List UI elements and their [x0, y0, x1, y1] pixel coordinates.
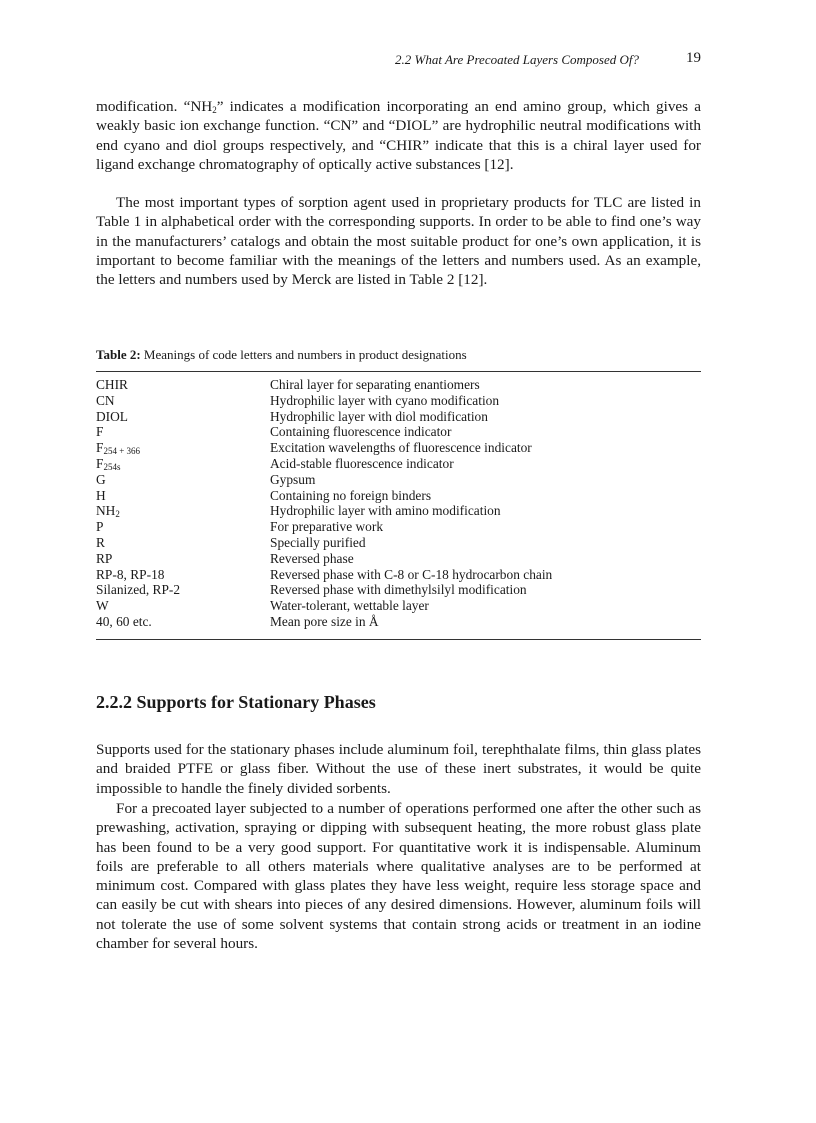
meaning-cell: Excitation wavelengths of fluorescence indicator [270, 440, 532, 456]
table-row [96, 503, 701, 519]
code-cell [96, 503, 270, 519]
meaning-cell: Acid-stable fluorescence indicator [270, 455, 454, 471]
meaning-cell: Reversed phase [270, 550, 354, 566]
table-caption-text: Meanings of code letters and numbers in product designations [143, 347, 467, 362]
paragraph-sorption-agents: The most important types of sorption agent used in proprietary products for TLC are listed in Table 1 in alphabetical order with the corresponding supports. In order to be able to find one’s way in the manufacturers’ catalogs and obtain the most suitable product for one’s own application, it is important to become familiar with the meanings of the letters and numbers used. As an example, the letters and numbers used by Merck are listed in Table 2 [12]. [96, 194, 701, 289]
paragraph-text: ” indicates a modification incorporating an end amino group, which gives a weakly basic ion exchange function. “CN” and “DIOL” are hydrophilic neutral modifications with end cyano and diol groups respectively, and “CHIR” indicate that this is a chiral layer used for ligand exchange chromatography of optically active substances [12]. [96, 98, 701, 173]
code-cell [96, 535, 270, 551]
table-bottom-rule [96, 639, 701, 640]
code-text: H [96, 487, 106, 503]
table-row [96, 488, 701, 504]
paragraph-text: modification. “NH [96, 98, 213, 115]
code-text: R [96, 534, 105, 550]
table-row [96, 424, 701, 440]
code-text: F [96, 455, 104, 471]
table-row [96, 567, 701, 583]
code-cell [96, 456, 270, 472]
meaning-cell: Reversed phase with dimethylsilyl modification [270, 582, 527, 598]
code-text: RP [96, 550, 113, 566]
table-row [96, 551, 701, 567]
code-cell [96, 424, 270, 440]
meaning-cell: Hydrophilic layer with cyano modification [270, 392, 500, 408]
code-text: Silanized, RP-2 [96, 582, 181, 598]
paragraph-modifications [96, 97, 701, 174]
code-text: P [96, 519, 104, 535]
code-text: CN [96, 392, 115, 408]
code-subscript: 2 [115, 509, 120, 520]
meaning-cell: Reversed phase with C-8 or C-18 hydrocarbon chain [270, 566, 553, 582]
meaning-cell: For preparative work [270, 519, 384, 535]
code-cell [96, 472, 270, 488]
code-cell [96, 551, 270, 567]
meaning-cell: Chiral layer for separating enantiomers [270, 377, 480, 392]
code-cell [96, 614, 270, 630]
table-row [96, 598, 701, 614]
table-row [96, 535, 701, 551]
page-number: 19 [686, 50, 701, 66]
code-text: DIOL [96, 408, 128, 424]
code-text: G [96, 471, 106, 487]
code-text: CHIR [96, 377, 128, 392]
code-cell [96, 377, 270, 393]
code-cell [96, 409, 270, 425]
meaning-cell: Containing no foreign binders [270, 487, 432, 503]
code-letters-table [96, 377, 701, 630]
code-cell [96, 440, 270, 456]
table-row [96, 582, 701, 598]
table-row [96, 377, 701, 393]
code-cell [96, 598, 270, 614]
meaning-cell: Specially purified [270, 534, 366, 550]
section-heading: 2.2.2 Supports for Stationary Phases [96, 692, 376, 712]
code-text: 40, 60 etc. [96, 613, 152, 629]
meaning-cell: Hydrophilic layer with diol modification [270, 408, 488, 424]
table-caption-label: Table 2: [96, 347, 141, 362]
table-row [96, 614, 701, 630]
running-head-title: 2.2 What Are Precoated Layers Composed Of? [395, 52, 639, 67]
code-cell [96, 567, 270, 583]
code-text: NH [96, 503, 116, 519]
meaning-cell: Containing fluorescence indicator [270, 424, 452, 440]
table-row [96, 456, 701, 472]
subscript: 2 [212, 105, 217, 115]
paragraph-supports: Supports used for the stationary phases include aluminum foil, terephthalate films, thin glass plates and braided PTFE or glass fiber. Without the use of these inert substrates, it would be quite impossible to handle the finely divided sorbents. [96, 741, 701, 797]
code-cell [96, 519, 270, 535]
table-row [96, 440, 701, 456]
code-cell [96, 488, 270, 504]
code-cell [96, 582, 270, 598]
paragraph-glass-vs-aluminum: For a precoated layer subjected to a number of operations performed one after the other such as prewashing, activation, spraying or dipping with subsequent heating, the more robust glass plate has been found to be a very good support. For quantitative work it is indispensable. Aluminum foils are preferable to all others materials where qualitative analyses are to be performed at minimum cost. Compared with glass plates they have less weight, require less storage space and can easily be cut with shears into pieces of any desired dimensions. However, aluminum foils will not tolerate the use of some solvent systems that contain strong acids or treatment in an iodine chamber for several hours. [96, 800, 701, 953]
code-subscript: 254s [103, 461, 121, 472]
table-row [96, 519, 701, 535]
table-top-rule [96, 371, 701, 372]
table-row [96, 409, 701, 425]
meaning-cell: Mean pore size in Å [270, 613, 379, 629]
code-text: RP-8, RP-18 [96, 566, 165, 582]
table-caption [96, 347, 467, 363]
meaning-cell: Hydrophilic layer with amino modification [270, 503, 501, 519]
running-head [96, 52, 701, 70]
code-text: W [96, 598, 109, 614]
table-row [96, 472, 701, 488]
code-text: F [96, 424, 104, 440]
code-text: F [96, 440, 104, 456]
code-cell [96, 393, 270, 409]
meaning-cell: Gypsum [270, 471, 316, 487]
code-subscript: 254 + 366 [103, 446, 141, 457]
table-row [96, 393, 701, 409]
meaning-cell: Water-tolerant, wettable layer [270, 598, 429, 614]
